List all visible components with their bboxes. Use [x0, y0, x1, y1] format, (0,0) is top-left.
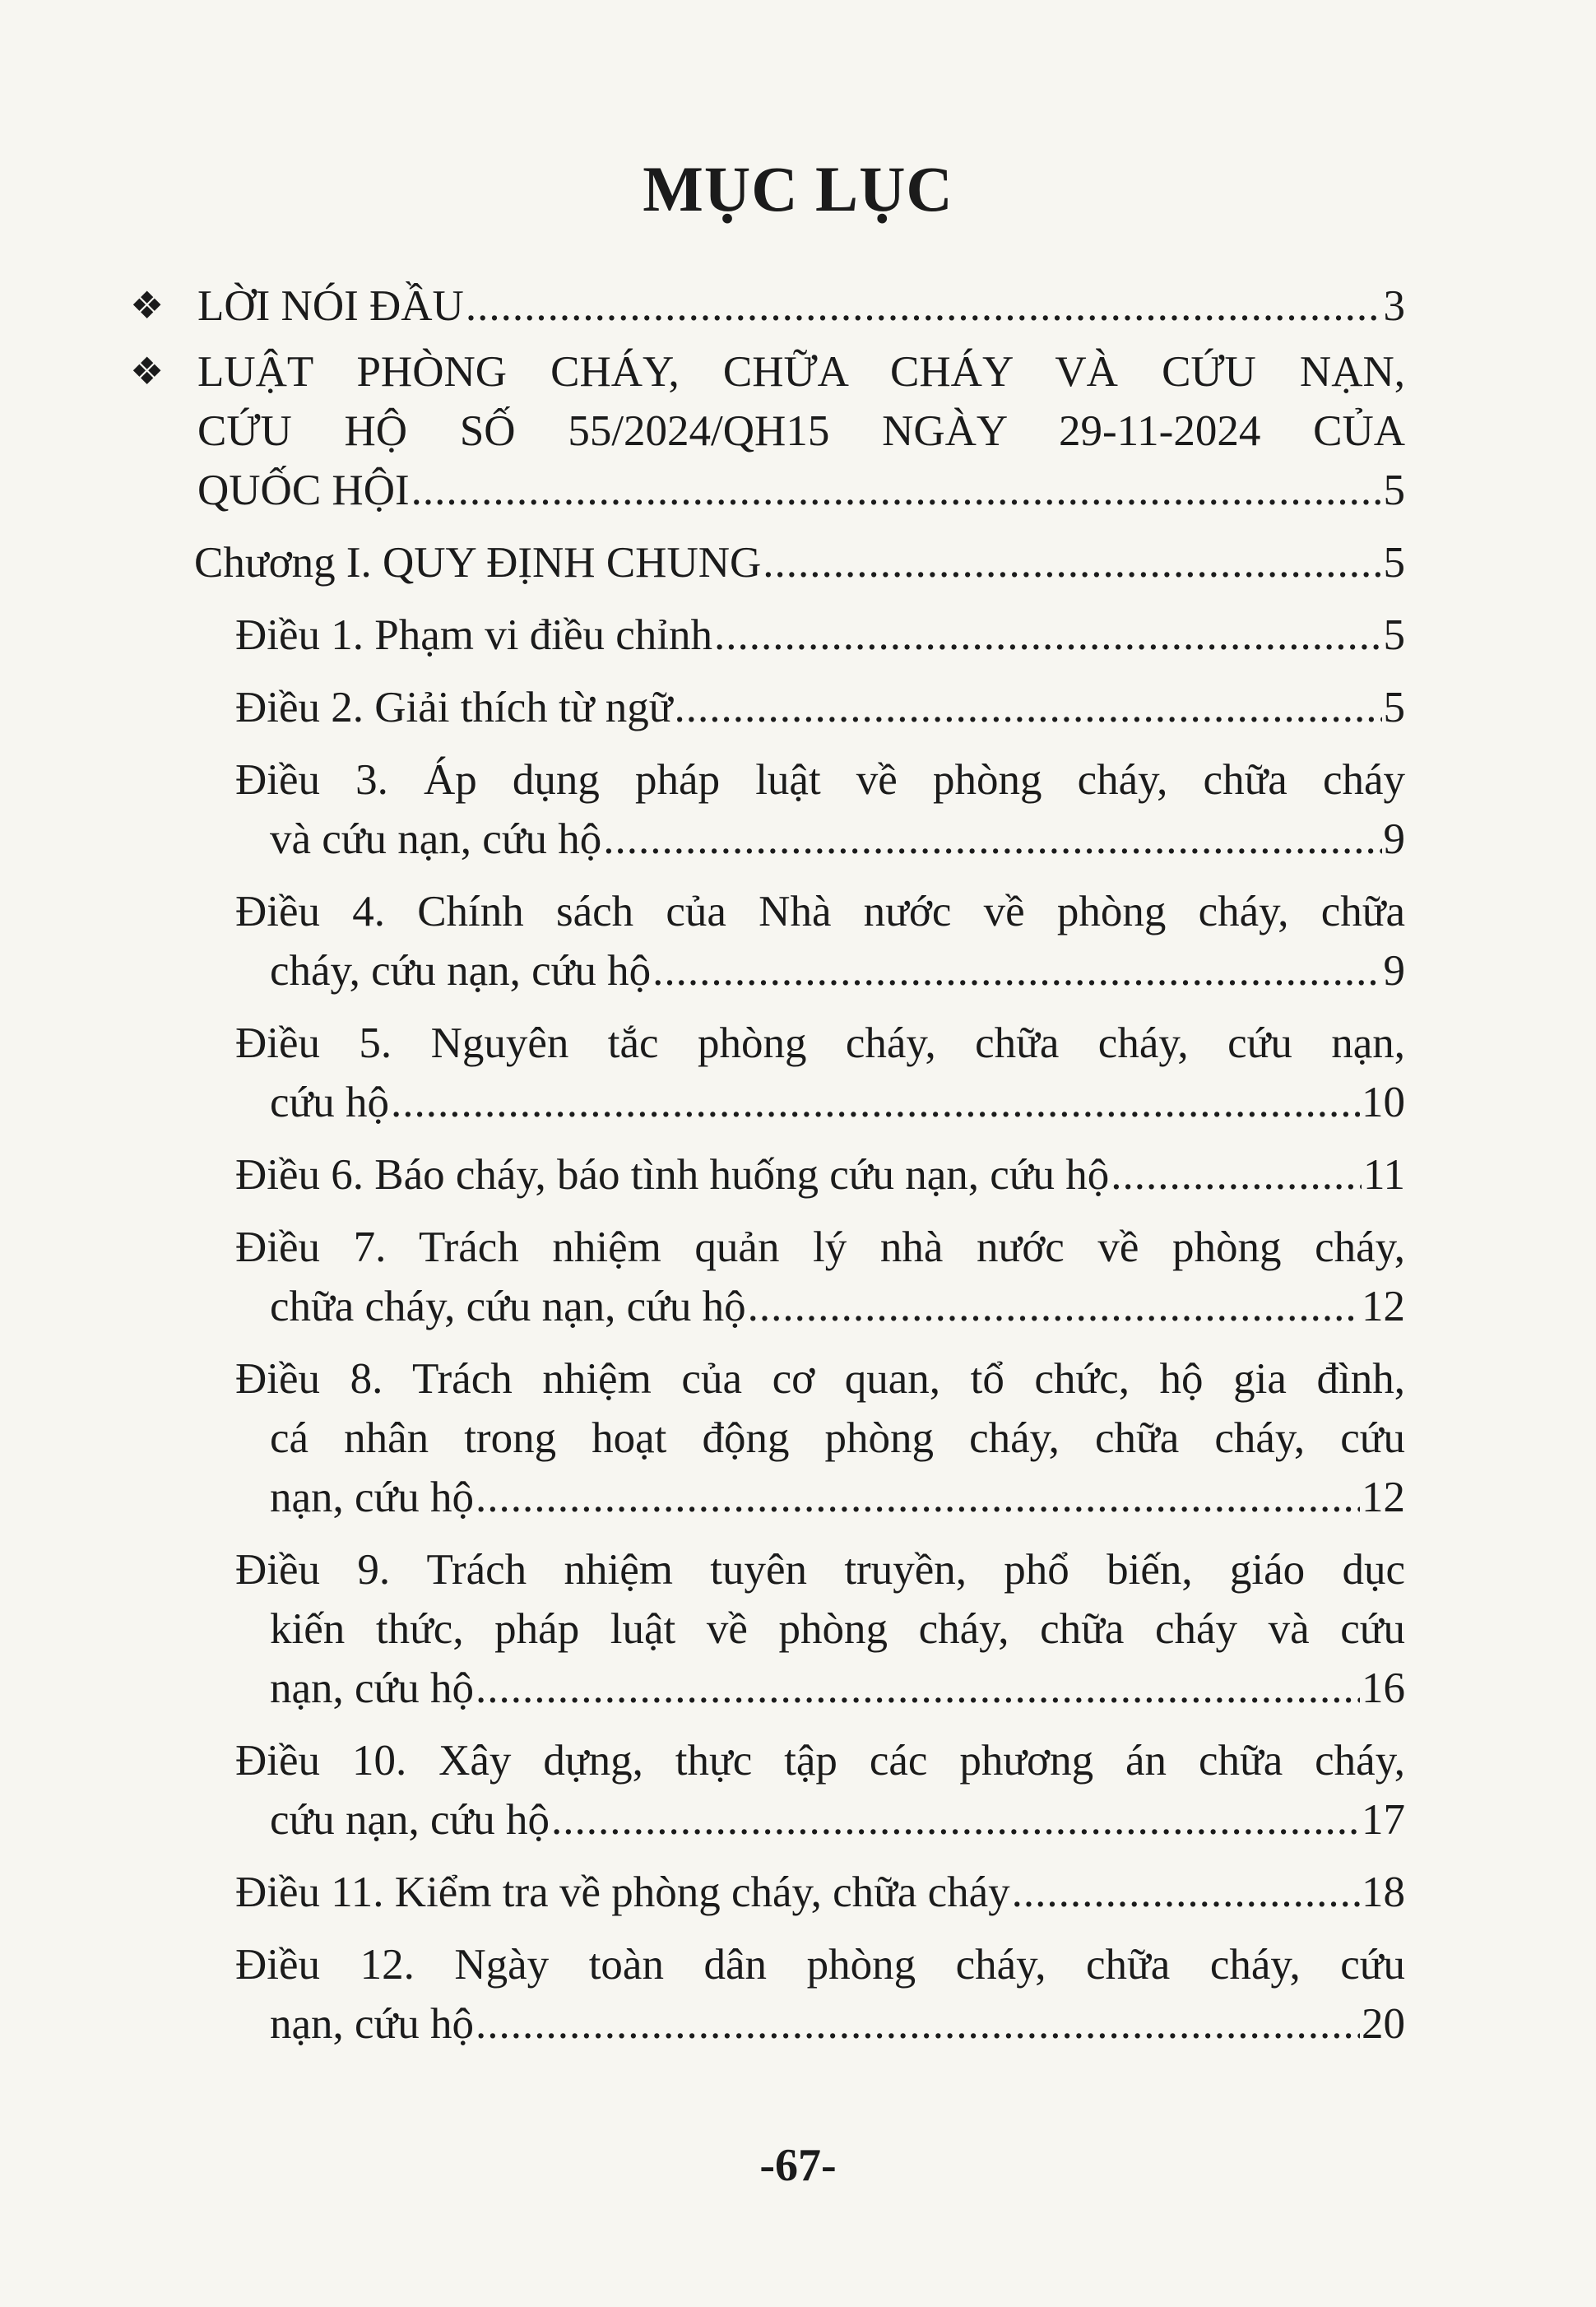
page-title: MỤC LỤC — [643, 153, 953, 225]
toc-entry-title-line: cá nhân trong hoạt động phòng cháy, chữa cháy, cứu — [270, 1414, 1405, 1462]
toc-entry-article-6[interactable] — [130, 1145, 1405, 1205]
table-of-contents — [130, 276, 1405, 2054]
toc-entry-title-line: nạn, cứu hộ — [270, 1664, 475, 1712]
toc-entry-page: 3 — [1383, 282, 1405, 330]
toc-entry-page: 16 — [1362, 1664, 1405, 1712]
toc-entry-title-line: Điều 3. Áp dụng pháp luật về phòng cháy, chữa cháy — [235, 756, 1405, 804]
dot-leader — [411, 461, 1382, 520]
toc-entry-title-line: Điều 4. Chính sách của Nhà nước về phòng cháy, chữa — [235, 888, 1405, 935]
toc-entry-article-11[interactable] — [130, 1863, 1405, 1922]
toc-entry-title: Điều 6. Báo cháy, báo tình huống cứu nạn, cứu hộ — [235, 1151, 1110, 1199]
toc-entry-title-line: và cứu nạn, cứu hộ — [270, 815, 602, 863]
toc-entry-article-8[interactable] — [130, 1349, 1405, 1527]
dot-leader — [476, 1994, 1360, 2054]
toc-entry-chapter-1[interactable] — [130, 533, 1405, 592]
dot-leader — [1012, 1863, 1360, 1922]
toc-entry-preface[interactable] — [130, 276, 1405, 336]
dot-leader — [466, 276, 1382, 336]
toc-entry-line — [194, 533, 1405, 592]
toc-entry-title-line: cứu nạn, cứu hộ — [270, 1796, 550, 1844]
toc-entry-line — [235, 1468, 1405, 1527]
toc-entry-page: 10 — [1362, 1079, 1405, 1126]
toc-entry-line — [235, 1145, 1405, 1205]
dot-leader — [551, 1790, 1360, 1850]
toc-entry-title-line: cháy, cứu nạn, cứu hộ — [270, 947, 652, 995]
toc-entry-title-line: cứu hộ — [270, 1079, 389, 1126]
toc-entry-page: 11 — [1362, 1151, 1405, 1199]
toc-entry-title-line: nạn, cứu hộ — [270, 1474, 475, 1521]
toc-entry-page: 9 — [1383, 947, 1405, 995]
toc-entry-page: 12 — [1362, 1283, 1405, 1330]
toc-entry-page: 5 — [1383, 684, 1405, 731]
toc-entry-line — [235, 1790, 1405, 1850]
dot-leader — [763, 533, 1381, 592]
dot-leader — [391, 1073, 1360, 1132]
toc-entry-title-line: Điều 9. Trách nhiệm tuyên truyền, phổ biến, giáo dục — [235, 1546, 1405, 1594]
toc-entry-title-line: QUỐC HỘI — [197, 467, 410, 514]
toc-entry-page: 5 — [1383, 539, 1405, 587]
toc-entry-article-2[interactable] — [130, 678, 1405, 737]
toc-entry-line — [235, 810, 1405, 869]
toc-entry-article-1[interactable] — [130, 606, 1405, 665]
dot-leader — [652, 941, 1381, 1000]
toc-entry-title-line: kiến thức, pháp luật về phòng cháy, chữa cháy và cứu — [270, 1605, 1405, 1653]
toc-entry-article-9[interactable] — [130, 1540, 1405, 1718]
toc-entry-article-10[interactable] — [130, 1731, 1405, 1850]
toc-entry-article-12[interactable] — [130, 1935, 1405, 2054]
toc-entry-line — [197, 461, 1405, 520]
toc-entry-title-line: Điều 8. Trách nhiệm của cơ quan, tổ chức, hộ gia đình, — [235, 1355, 1405, 1403]
toc-entry-title-line: Điều 5. Nguyên tắc phòng cháy, chữa cháy, cứu nạn, — [235, 1019, 1405, 1067]
dot-leader — [476, 1468, 1360, 1527]
toc-entry-title: LỜI NÓI ĐẦU — [197, 282, 464, 330]
toc-entry-line — [235, 678, 1405, 737]
toc-entry-line — [235, 941, 1405, 1000]
toc-entry-law[interactable] — [130, 342, 1405, 520]
diamond-bullet-icon: ❖ — [130, 285, 165, 327]
toc-entry-title: Điều 2. Giải thích từ ngữ — [235, 684, 673, 731]
toc-entry-title-line: nạn, cứu hộ — [270, 2000, 475, 2048]
toc-entry-page: 5 — [1383, 467, 1405, 514]
diamond-bullet-icon: ❖ — [130, 350, 165, 392]
toc-entry-article-3[interactable] — [130, 750, 1405, 869]
toc-entry-title-line: Điều 7. Trách nhiệm quản lý nhà nước về phòng cháy, — [235, 1223, 1405, 1271]
dot-leader — [476, 1659, 1360, 1718]
toc-entry-article-7[interactable] — [130, 1218, 1405, 1336]
toc-entry-page: 20 — [1362, 2000, 1405, 2048]
toc-entry-page: 12 — [1362, 1474, 1405, 1521]
toc-entry-title-line: chữa cháy, cứu nạn, cứu hộ — [270, 1283, 746, 1330]
toc-entry-title: Điều 11. Kiểm tra về phòng cháy, chữa cháy — [235, 1868, 1010, 1916]
dot-leader — [1111, 1145, 1362, 1205]
toc-entry-page: 9 — [1383, 815, 1405, 863]
toc-entry-line — [235, 1073, 1405, 1132]
toc-entry-title: Điều 1. Phạm vi điều chỉnh — [235, 611, 712, 659]
toc-entry-title-line: Điều 10. Xây dựng, thực tập các phương án chữa cháy, — [235, 1737, 1405, 1785]
toc-entry-title-line: CỨU HỘ SỐ 55/2024/QH15 NGÀY 29-11-2024 CỦA — [197, 407, 1405, 455]
toc-entry-line — [235, 1277, 1405, 1336]
dot-leader — [748, 1277, 1360, 1336]
toc-entry-title-line: LUẬT PHÒNG CHÁY, CHỮA CHÁY VÀ CỨU NẠN, — [197, 348, 1405, 396]
toc-entry-line — [235, 1863, 1405, 1922]
toc-entry-line — [235, 1659, 1405, 1718]
toc-entry-line — [235, 1994, 1405, 2054]
toc-entry-page: 17 — [1362, 1796, 1405, 1844]
dot-leader — [714, 606, 1382, 665]
toc-entry-page: 18 — [1362, 1868, 1405, 1916]
toc-entry-line — [235, 606, 1405, 665]
toc-entry-article-5[interactable] — [130, 1014, 1405, 1132]
toc-entry-title: Chương I. QUY ĐỊNH CHUNG — [194, 539, 762, 587]
page-number: -67- — [759, 2140, 837, 2191]
dot-leader — [603, 810, 1381, 869]
dot-leader — [674, 678, 1381, 737]
toc-entry-page: 5 — [1383, 611, 1405, 659]
toc-entry-title-line: Điều 12. Ngày toàn dân phòng cháy, chữa cháy, cứu — [235, 1941, 1405, 1989]
toc-entry-article-4[interactable] — [130, 882, 1405, 1000]
toc-entry-line — [197, 276, 1405, 336]
